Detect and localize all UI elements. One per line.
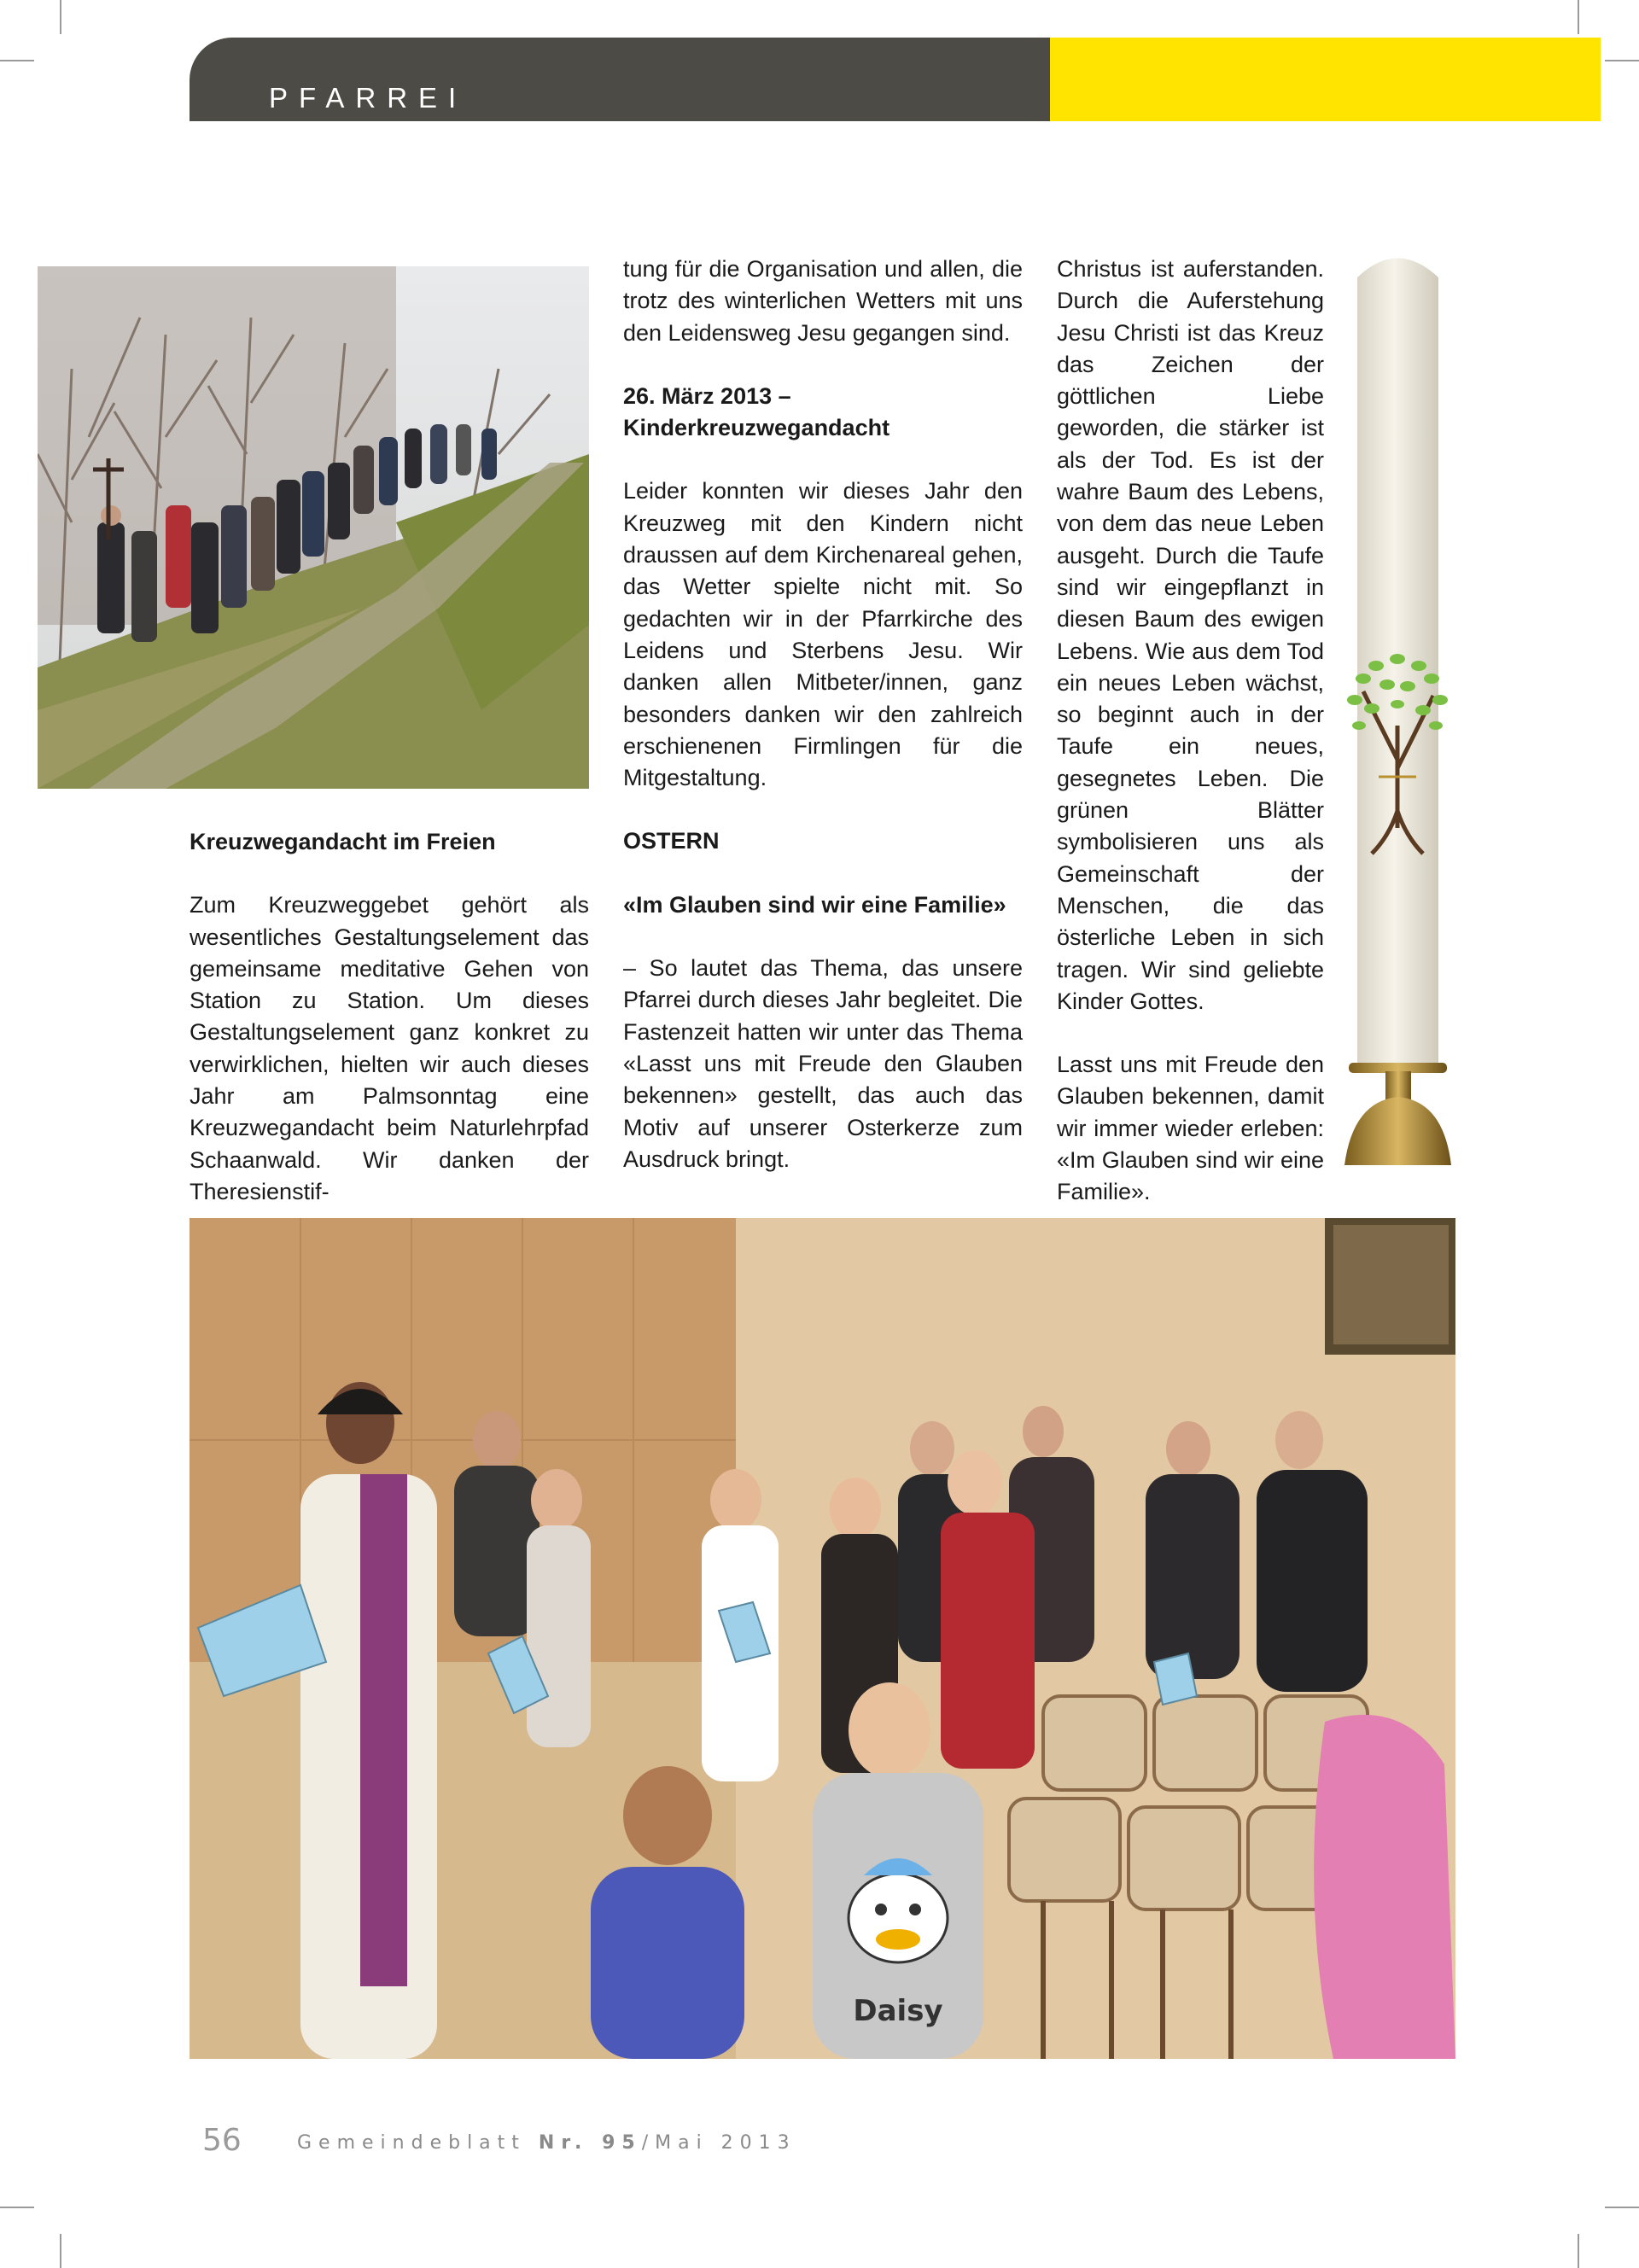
heading-glauben: «Im Glauben sind wir eine Familie» [623,891,1006,918]
shirt-lettering: Daisy [853,1994,943,2028]
crop-mark [0,2207,34,2208]
publication-line [297,2132,796,2154]
paragraph: Zum Kreuzweggebet gehört als wesentliches Gestaltungselement das gemeinsame meditative Gehen von Station zu Station. Um dieses Gestaltungselement ganz konkret zu verwirklichen, hielten wir auch dieses Jahr am Palmsonntag eine Kreuzwegandacht beim Naturlehrpfad Schaanwald. Wir danken der Theresienstif- [190,892,589,1204]
heading-kinderkreuzweg: 26. März 2013 – Kinderkreuzwegandacht [623,382,890,441]
section-title: PFARREI [269,82,468,114]
column-3 [1057,254,1324,1240]
crop-mark [1578,2234,1579,2268]
children-church-photo [190,1218,1455,2059]
paragraph: – So lautet das Thema, das unsere Pfarrei durch dieses Jahr begleitet. Die Fastenzeit hatten wir unter das Thema «Lasst uns mit Freude den Glauben bekennen» gestellt, das auch das Motiv auf unserer Osterkerze zum Ausdruck bringt. [623,955,1023,1172]
crop-mark [1605,60,1639,61]
paragraph: Leider konnten wir dieses Jahr den Kreuzweg mit den Kindern nicht draussen auf dem Kirchenareal gehen, das Wetter spielte nicht mit. So gedachten wir in der Pfarrkirche des Leidens und Sterbens Jesu. Wir danken allen Mitbeter/innen, ganz besonders danken wir den zahlreich erschienenen Firmlingen für die Mitgestaltung. [623,478,1023,791]
publication-name: Gemeindeblatt [297,2132,526,2154]
column-1 [190,826,589,1239]
paragraph: Lasst uns mit Freude den Glauben bekennen, damit wir immer wieder erleben: «Im Glauben sind wir eine Familie». [1057,1052,1324,1205]
section-header-accent [1050,38,1601,121]
crop-mark [60,2234,61,2268]
crop-mark [60,0,61,34]
heading-ostern: OSTERN [623,828,720,854]
crop-mark [1578,0,1579,34]
crop-mark [0,60,34,61]
paragraph: Christus ist auferstanden. Durch die Auferstehung Jesu Christi ist das Kreuz das Zeichen der göttlichen Liebe geworden, die stärker ist als der Tod. Es ist der wahre Baum des Lebens, von dem das neue Leben ausgeht. Durch die Taufe sind wir eingepflanzt in diesen Baum des ewigen Lebens. Wie aus dem Tod ein neues Leben wächst, so beginnt auch in der Taufe ein neues, gesegnetes Leben. Die grünen Blätter symbolisieren uns als Gemeinschaft der Menschen, die das österliche Leben in sich tragen. Wir sind geliebte Kinder Gottes. [1057,256,1324,1014]
issue-date: /Mai 2013 [641,2132,796,2154]
easter-candle-photo [1336,248,1460,1169]
issue-number: Nr. 95 [538,2132,642,2154]
crop-mark [1605,2207,1639,2208]
column-2 [623,254,1023,1207]
page-number: 56 [202,2123,242,2158]
paragraph: tung für die Organisation und allen, die trotz des winterlichen Wetters mit uns den Leidensweg Jesu gegangen sind. [623,256,1023,346]
heading-kreuzwegandacht: Kreuzwegandacht im Freien [190,829,496,854]
procession-photo [38,266,589,789]
